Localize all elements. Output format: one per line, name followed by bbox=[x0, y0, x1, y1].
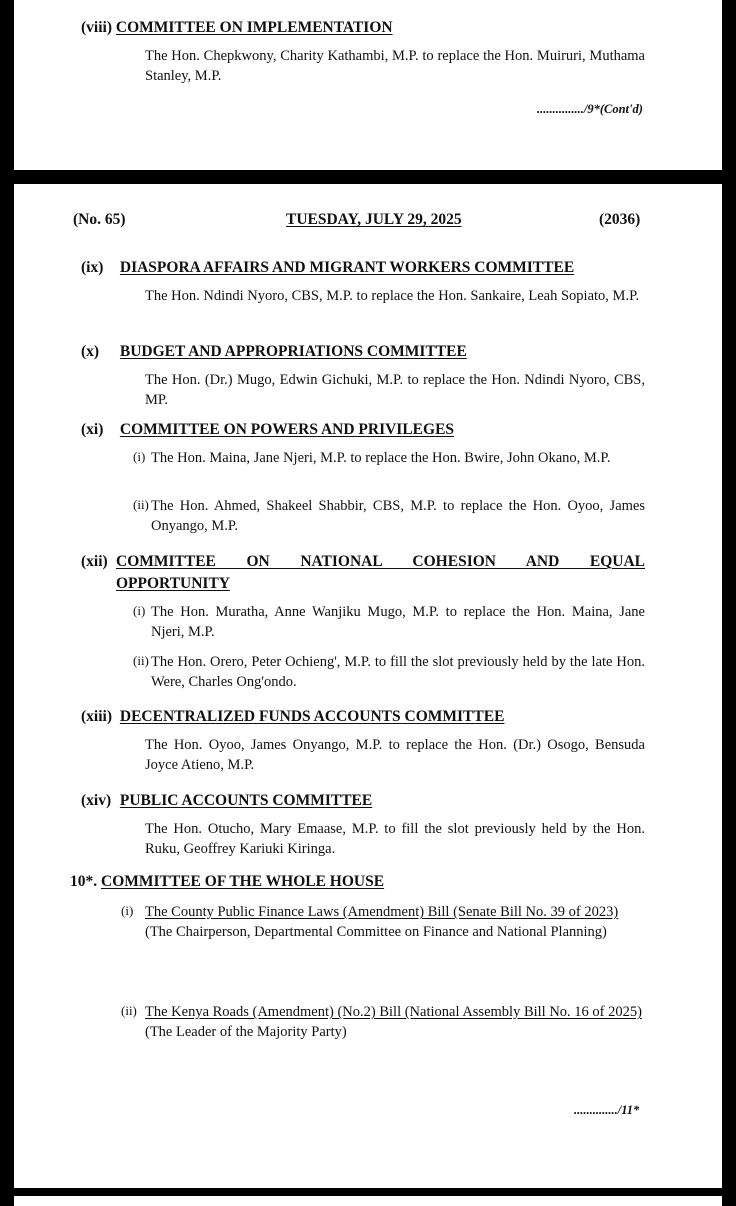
section-number: (x) bbox=[81, 343, 100, 360]
section-number: (xii) bbox=[81, 553, 108, 570]
item-number: (i) bbox=[121, 903, 134, 918]
section-text: The Hon. (Dr.) Mugo, Edwin Gichuki, M.P. to replace the Hon. Ndindi Nyoro, CBS, MP. bbox=[145, 372, 645, 408]
item-text: The Hon. Ahmed, Shakeel Shabbir, CBS, M.P. to replace the Hon. Oyoo, James Onyango, M.P. bbox=[151, 498, 645, 534]
list-item bbox=[133, 496, 645, 536]
section-heading-viii bbox=[81, 17, 393, 39]
bill-item bbox=[121, 902, 645, 942]
section-title: DECENTRALIZED FUNDS ACCOUNTS COMMITTEE bbox=[119, 708, 505, 725]
item-number: (ii) bbox=[121, 1003, 137, 1018]
previous-page-fragment bbox=[14, 0, 722, 170]
section-heading-x bbox=[81, 341, 467, 363]
section-number: (xi) bbox=[81, 421, 104, 438]
section-title: DIASPORA AFFAIRS AND MIGRANT WORKERS COMMITTEE bbox=[119, 259, 575, 276]
section-number: (xiii) bbox=[81, 708, 112, 725]
section-number: (viii) bbox=[81, 19, 112, 36]
section-heading-ix bbox=[81, 257, 574, 279]
bill-mover: (The Leader of the Majority Party) bbox=[145, 1024, 347, 1040]
section-title: COMMITTEE ON IMPLEMENTATION bbox=[115, 19, 393, 36]
section-heading-xiii bbox=[81, 706, 504, 728]
list-item bbox=[133, 602, 645, 642]
section-heading-xiv bbox=[81, 790, 372, 812]
item-text: The Hon. Maina, Jane Njeri, M.P. to replace the Hon. Bwire, John Okano, M.P. bbox=[151, 450, 611, 466]
continuation-marker: .............../9*(Cont'd) bbox=[537, 102, 643, 116]
bill-title: The Kenya Roads (Amendment) (No.2) Bill (National Assembly Bill No. 16 of 2025) bbox=[145, 1004, 642, 1020]
item-number: (ii) bbox=[133, 497, 149, 512]
section-text: The Hon. Chepkwony, Charity Kathambi, M.P. to replace the Hon. Muiruri, Muthama Stanley, M.P. bbox=[145, 48, 645, 84]
section-title-line2: OPPORTUNITY bbox=[116, 575, 230, 592]
order-paper-page bbox=[14, 184, 722, 1188]
section-text: The Hon. Otucho, Mary Emaase, M.P. to fill the slot previously held by the Hon. Ruku, Geoffrey Kariuki Kiringa. bbox=[145, 821, 645, 857]
section-title: COMMITTEE ON POWERS AND PRIVILEGES bbox=[119, 421, 455, 438]
section-title-line1: COMMITTEE ON NATIONAL COHESION AND EQUAL bbox=[116, 553, 645, 570]
continuation-marker: ............../11* bbox=[574, 1103, 640, 1117]
item-number: (i) bbox=[133, 603, 146, 618]
order-title: COMMITTEE OF THE WHOLE HOUSE bbox=[101, 873, 385, 890]
item-text: The Hon. Orero, Peter Ochieng', M.P. to fill the slot previously held by the late Hon. Were, Charles Ong'ondo. bbox=[151, 654, 645, 690]
list-item bbox=[133, 448, 645, 468]
next-page-fragment bbox=[14, 1196, 722, 1206]
section-heading-xi bbox=[81, 419, 454, 441]
item-number: (ii) bbox=[133, 653, 149, 668]
section-heading-xii bbox=[81, 551, 116, 573]
order-paper-number: (No. 65) bbox=[73, 211, 126, 228]
item-text: The Hon. Muratha, Anne Wanjiku Mugo, M.P. to replace the Hon. Maina, Jane Njeri, M.P. bbox=[151, 604, 645, 640]
order-number: 10*. bbox=[70, 873, 98, 890]
page-date: TUESDAY, JULY 29, 2025 bbox=[286, 211, 462, 228]
section-number: (xiv) bbox=[81, 792, 112, 809]
section-number: (ix) bbox=[81, 259, 104, 276]
page-number: (2036) bbox=[599, 211, 641, 228]
item-number: (i) bbox=[133, 449, 146, 464]
bill-mover: (The Chairperson, Departmental Committee on Finance and National Planning) bbox=[145, 924, 607, 940]
section-text: The Hon. Oyoo, James Onyango, M.P. to replace the Hon. (Dr.) Osogo, Bensuda Joyce Atieno, M.P. bbox=[145, 737, 645, 773]
order-heading-10 bbox=[70, 871, 384, 893]
section-title: BUDGET AND APPROPRIATIONS COMMITTEE bbox=[119, 343, 467, 360]
section-title: PUBLIC ACCOUNTS COMMITTEE bbox=[119, 792, 373, 809]
bill-title: The County Public Finance Laws (Amendment) Bill (Senate Bill No. 39 of 2023) bbox=[145, 904, 619, 920]
section-text: The Hon. Ndindi Nyoro, CBS, M.P. to replace the Hon. Sankaire, Leah Sopiato, M.P. bbox=[145, 288, 640, 304]
list-item bbox=[133, 652, 645, 692]
bill-item bbox=[121, 1002, 645, 1042]
